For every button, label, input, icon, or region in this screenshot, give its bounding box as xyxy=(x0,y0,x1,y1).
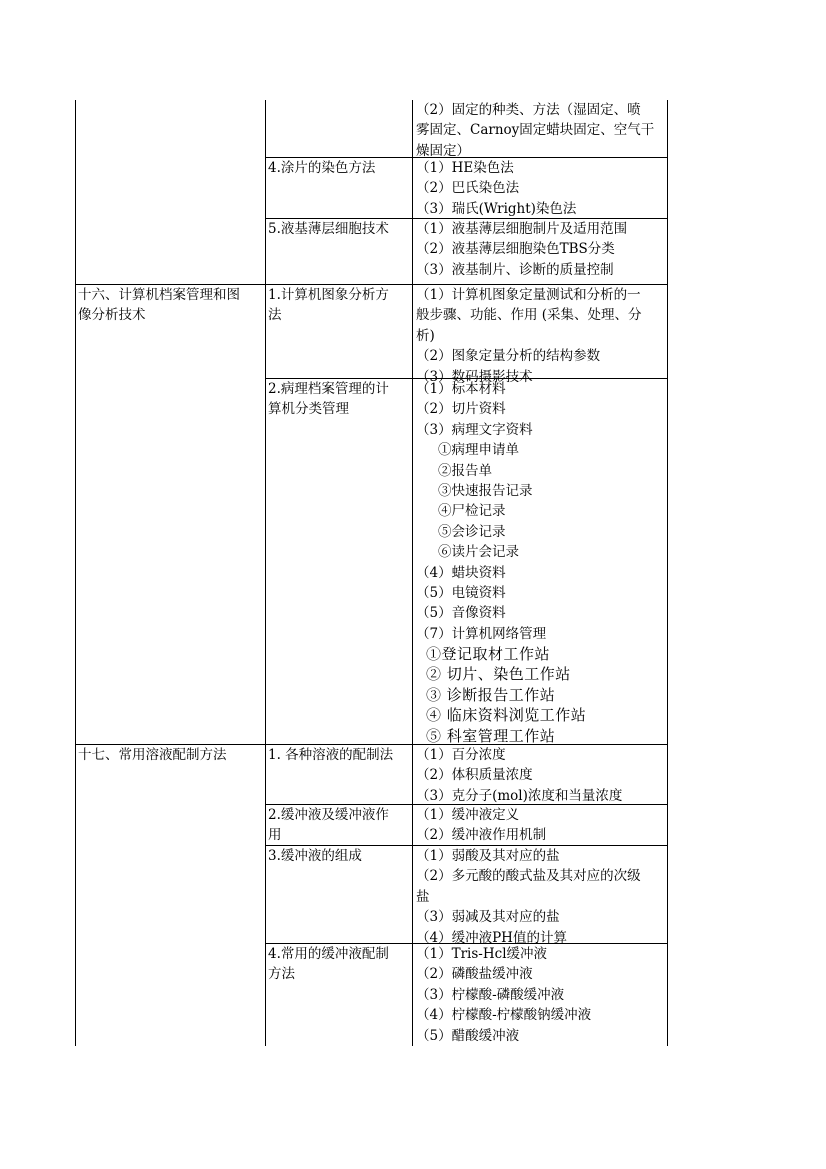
item-text: （3）克分子(mol)浓度和当量浓度 xyxy=(416,787,623,804)
item-text: （5）电镜资料 xyxy=(416,584,506,601)
table-row xyxy=(416,805,666,846)
table-border-left xyxy=(75,100,76,1046)
topic-cell xyxy=(268,846,408,866)
item-text: （1）计算机图象定量测试和分析的一 xyxy=(416,287,641,303)
topic-text: 1.计算机图象分析方 xyxy=(268,287,389,303)
item-text: （2）缓冲液作用机制 xyxy=(416,827,547,844)
item-text: ⑤会诊记录 xyxy=(438,523,506,540)
topic-cell xyxy=(268,805,408,846)
item-text: （1）弱酸及其对应的盐 xyxy=(416,848,560,864)
item-text: 燥固定） xyxy=(416,142,470,159)
item-text: （3）柠檬酸-磷酸缓冲液 xyxy=(416,986,565,1003)
item-text: （2）液基薄层细胞染色TBS分类 xyxy=(416,241,615,258)
topic-text: 4.常用的缓冲液配制 xyxy=(268,946,389,962)
column-divider-2 xyxy=(412,100,413,1046)
topic-cell xyxy=(268,379,408,420)
item-text: ⑤ 科室管理工作站 xyxy=(426,726,556,745)
item-text: （1）百分浓度 xyxy=(416,747,506,763)
topic-text: 3.缓冲液的组成 xyxy=(268,848,362,864)
section-cell xyxy=(78,745,260,765)
topic-text: 用 xyxy=(268,827,282,844)
item-text: （1）缓冲液定义 xyxy=(416,807,520,823)
item-text: ①病理申请单 xyxy=(438,442,519,459)
item-text: （1）Tris-Hcl缓冲液 xyxy=(416,946,548,962)
table-border-right xyxy=(667,100,668,1046)
item-text: ③快速报告记录 xyxy=(438,482,533,499)
item-text: （2）切片资料 xyxy=(416,401,506,418)
syllabus-table xyxy=(75,100,668,1046)
table-row xyxy=(416,219,666,280)
topic-cell xyxy=(268,944,408,985)
topic-cell xyxy=(268,745,408,765)
item-text: （1）液基薄层细胞制片及适用范围 xyxy=(416,221,628,237)
topic-cell xyxy=(268,285,408,326)
topic-text: 算机分类管理 xyxy=(268,401,349,418)
section-title: 像分析技术 xyxy=(78,307,146,324)
item-text: ② 切片、染色工作站 xyxy=(426,665,571,684)
item-text: （2）巴氏染色法 xyxy=(416,180,520,197)
topic-cell xyxy=(268,158,408,178)
item-text: ⑥读片会记录 xyxy=(438,544,519,561)
item-text: （1）HE染色法 xyxy=(416,160,514,176)
item-text: （3）病理文字资料 xyxy=(416,421,533,438)
item-text: （2）图象定量分析的结构参数 xyxy=(416,348,601,365)
section-cell xyxy=(78,285,260,326)
table-row xyxy=(416,285,666,387)
topic-text: 法 xyxy=(268,307,282,324)
item-text: ②报告单 xyxy=(438,462,492,479)
item-text: （2）磷酸盐缓冲液 xyxy=(416,966,533,983)
topic-text: 5.液基薄层细胞技术 xyxy=(268,221,389,237)
item-text: （4）柠檬酸-柠檬酸钠缓冲液 xyxy=(416,1007,592,1024)
item-text: 盐 xyxy=(416,888,430,905)
item-text: （3）瑞氏(Wright)染色法 xyxy=(416,200,577,217)
topic-text: 2.病理档案管理的计 xyxy=(268,381,389,397)
topic-text: 2.缓冲液及缓冲液作 xyxy=(268,807,389,823)
section-title: 十七、常用溶液配制方法 xyxy=(78,747,227,763)
item-text: 般步骤、功能、作用 (采集、处理、分 xyxy=(416,307,642,324)
item-text: 析) xyxy=(416,327,435,344)
item-text: （1）标本材料 xyxy=(416,381,506,397)
item-text: （2）多元酸的酸式盐及其对应的次级 xyxy=(416,868,641,885)
table-row xyxy=(416,158,666,219)
table-row xyxy=(416,379,666,746)
topic-text: 1. 各种溶液的配制法 xyxy=(268,747,394,763)
item-text: ④ 临床资料浏览工作站 xyxy=(426,706,587,725)
column-divider-1 xyxy=(265,100,266,1046)
item-text: 雾固定、Carnoy固定蜡块固定、空气干 xyxy=(416,122,655,139)
item-text: （2）固定的种类、方法（湿固定、喷 xyxy=(416,102,641,118)
item-text: （5）音像资料 xyxy=(416,605,506,622)
table-row xyxy=(416,745,666,806)
item-text: （4）缓冲液PH值的计算 xyxy=(416,929,567,946)
section-title: 十六、计算机档案管理和图 xyxy=(78,287,240,303)
topic-text: 方法 xyxy=(268,966,295,983)
item-text: ④尸检记录 xyxy=(438,503,506,520)
item-text: （2）体积质量浓度 xyxy=(416,767,533,784)
item-text: （5）醋酸缓冲液 xyxy=(416,1027,520,1044)
topic-cell xyxy=(268,219,408,239)
item-text: （3）液基制片、诊断的质量控制 xyxy=(416,261,614,278)
item-text: ①登记取材工作站 xyxy=(426,645,551,664)
table-row xyxy=(416,100,666,161)
table-row xyxy=(416,846,666,948)
table-row xyxy=(416,944,666,1046)
item-text: （3）弱减及其对应的盐 xyxy=(416,909,560,926)
item-text: （7）计算机网络管理 xyxy=(416,625,547,642)
item-text: （4）蜡块资料 xyxy=(416,564,506,581)
item-text: ③ 诊断报告工作站 xyxy=(426,685,556,704)
item-text: （3）数码摄影技术 xyxy=(416,368,533,385)
topic-text: 4.涂片的染色方法 xyxy=(268,160,376,176)
